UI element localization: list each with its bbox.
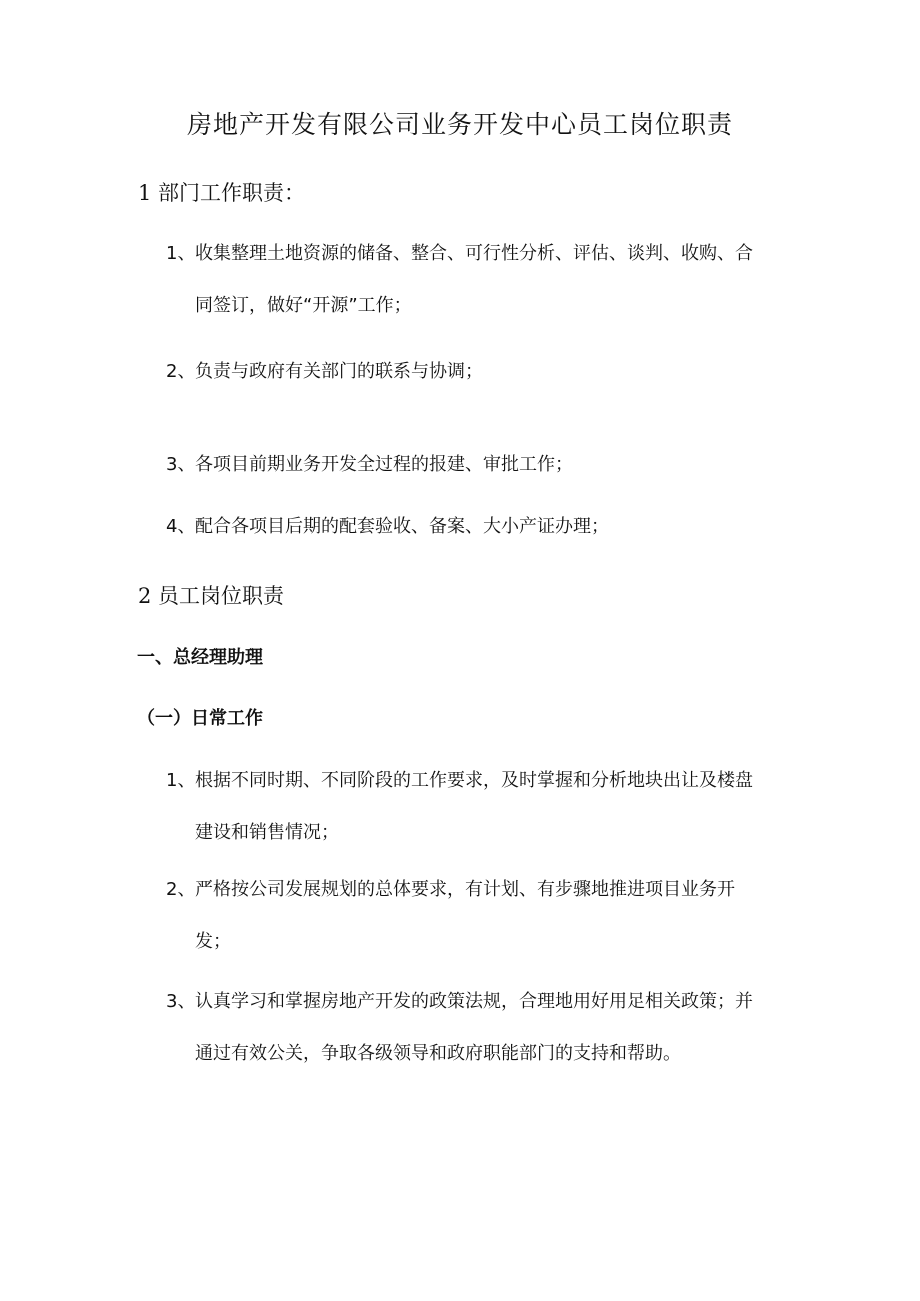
item-number: 3、 (166, 454, 196, 475)
item-number: 1、 (166, 770, 196, 791)
list-item (166, 976, 786, 1080)
item-number: 1、 (166, 243, 196, 264)
item-text: 配合各项目后期的配套验收、备案、大小产证办理； (195, 516, 609, 537)
item-text: 认真学习和掌握房地产开发的政策法规，合理地用好用足相关政策；并 (195, 991, 753, 1012)
item-text: 根据不同时期、不同阶段的工作要求，及时掌握和分析地块出让及楼盘 (195, 770, 753, 791)
item-text: 发； (195, 931, 231, 952)
list-item (166, 755, 786, 859)
list-item (166, 439, 786, 491)
item-text: 同签订，做好“开源”工作； (195, 295, 412, 316)
section-2-heading: 2 员工岗位职责 (138, 584, 285, 608)
item-text: 各项目前期业务开发全过程的报建、审批工作； (195, 454, 573, 475)
item-text: 严格按公司发展规划的总体要求，有计划、有步骤地推进项目业务开 (195, 879, 735, 900)
item-number: 2、 (166, 361, 196, 382)
item-text: 收集整理土地资源的储备、整合、可行性分析、评估、谈判、收购、合 (195, 243, 753, 264)
section-1-heading: 1 部门工作职责： (138, 181, 306, 205)
item-text: 建设和销售情况； (195, 822, 339, 843)
item-number: 3、 (166, 991, 196, 1012)
item-text: 通过有效公关，争取各级领导和政府职能部门的支持和帮助。 (195, 1043, 681, 1064)
role-heading: 一、总经理助理 (137, 647, 263, 668)
item-number: 2、 (166, 879, 196, 900)
subsection-heading: （一）日常工作 (137, 708, 263, 729)
list-item (166, 346, 786, 398)
document-title: 房地产开发有限公司业务开发中心员工岗位职责 (186, 110, 733, 139)
list-item (166, 501, 786, 553)
item-number: 4、 (166, 516, 196, 537)
list-item (166, 864, 786, 968)
item-text: 负责与政府有关部门的联系与协调； (195, 361, 483, 382)
list-item (166, 228, 786, 332)
